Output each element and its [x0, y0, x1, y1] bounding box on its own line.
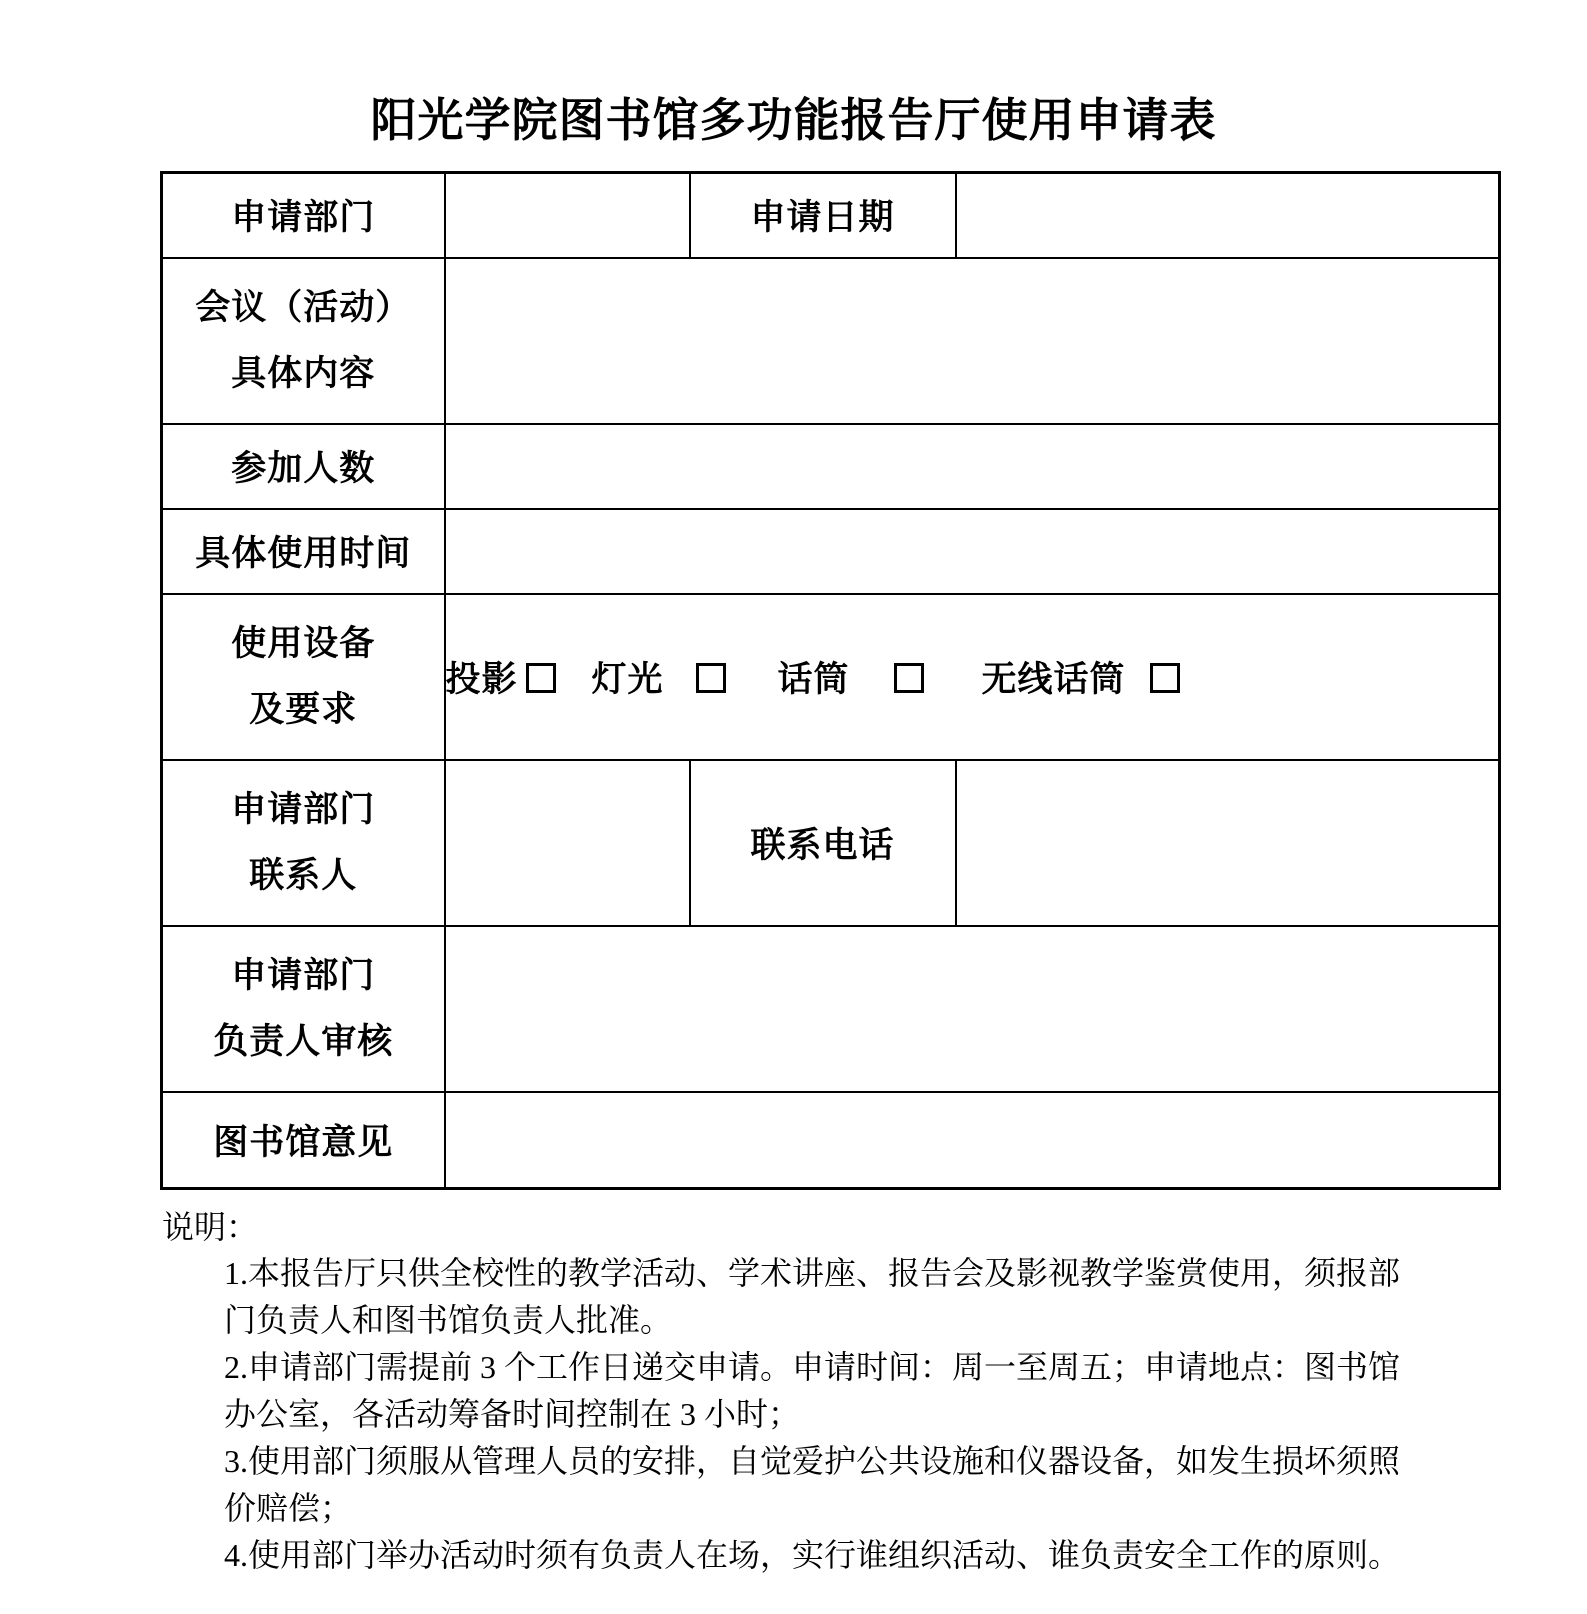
head-review-label-line2: 负责人审核: [213, 1022, 394, 1062]
head-review-label-line1: 申请部门: [231, 955, 376, 995]
library-opinion-value-cell[interactable]: [445, 1092, 1500, 1189]
equipment-option-wireless-microphone: [982, 652, 1180, 702]
table-row-apply-department: [162, 172, 1500, 258]
meeting-content-label-line1: 会议（活动）: [195, 287, 412, 327]
equipment-options-cell[interactable]: [445, 594, 1500, 760]
table-row-participants: [162, 424, 1500, 509]
contact-person-label-line2: 联系人: [249, 856, 358, 896]
equipment-option-label: 无线话筒: [981, 659, 1126, 699]
contact-person-label: [162, 760, 445, 926]
participants-value-cell[interactable]: [445, 424, 1500, 509]
library-opinion-label: 图书馆意见: [162, 1092, 445, 1189]
usage-time-label: 具体使用时间: [162, 509, 445, 594]
contact-phone-value-cell[interactable]: [956, 760, 1500, 926]
table-row-usage-time: [162, 509, 1500, 594]
note-line: 4.使用部门举办活动时须有负责人在场，实行谁组织活动、谁负责安全工作的原则。: [224, 1536, 1401, 1573]
note-line: 3.使用部门须服从管理人员的安排，自觉爱护公共设施和仪器设备，如发生损坏须照: [224, 1442, 1401, 1479]
lighting-checkbox[interactable]: [696, 663, 726, 693]
apply-department-label: 申请部门: [162, 172, 445, 258]
note-line: 价赔偿；: [224, 1489, 353, 1526]
note-line: 1.本报告厅只供全校性的教学活动、学术讲座、报告会及影视教学鉴赏使用，须报部: [224, 1254, 1401, 1291]
equipment-label: [162, 594, 445, 760]
head-review-value-cell[interactable]: [445, 926, 1500, 1092]
participants-label: 参加人数: [162, 424, 445, 509]
table-row-head-review: [162, 926, 1500, 1092]
usage-time-value-cell[interactable]: [445, 509, 1500, 594]
apply-date-value-cell[interactable]: [956, 172, 1500, 258]
equipment-label-line2: 及要求: [249, 690, 358, 730]
note-line: 办公室，各活动筹备时间控制在 3 小时；: [224, 1395, 801, 1432]
meeting-content-value-cell[interactable]: [445, 258, 1500, 424]
table-row-meeting-content: [162, 258, 1500, 424]
equipment-option-label: 灯光: [591, 659, 664, 699]
wireless-microphone-checkbox[interactable]: [1150, 663, 1180, 693]
apply-date-label: 申请日期: [690, 172, 956, 258]
meeting-content-label-line2: 具体内容: [231, 354, 376, 394]
apply-department-value-cell[interactable]: [445, 172, 690, 258]
microphone-checkbox[interactable]: [894, 663, 924, 693]
meeting-content-label: [162, 258, 445, 424]
notes-heading: 说明：: [162, 1208, 259, 1245]
equipment-label-line1: 使用设备: [231, 623, 376, 663]
equipment-option-label: 话筒: [777, 659, 850, 699]
equipment-option-label: 投影: [445, 659, 518, 699]
projector-checkbox[interactable]: [526, 663, 556, 693]
table-row-library-opinion: [162, 1092, 1500, 1189]
note-line: 2.申请部门需提前 3 个工作日递交申请。申请时间：周一至周五；申请地点：图书馆: [224, 1348, 1401, 1385]
notes-section: [162, 1204, 1587, 1579]
table-row-equipment: [162, 594, 1500, 760]
note-line: 门负责人和图书馆负责人批准。: [224, 1301, 673, 1338]
application-form-table: [160, 171, 1501, 1190]
page-title: 阳光学院图书馆多功能报告厅使用申请表: [370, 95, 1217, 146]
contact-person-value-cell[interactable]: [445, 760, 690, 926]
head-review-label: [162, 926, 445, 1092]
equipment-option-lighting: [592, 652, 726, 702]
equipment-option-projector: [446, 652, 556, 702]
equipment-option-microphone: [778, 652, 924, 702]
contact-phone-label: 联系电话: [690, 760, 956, 926]
table-row-contact: [162, 760, 1500, 926]
contact-person-label-line1: 申请部门: [231, 789, 376, 829]
notes-body: [162, 1250, 1587, 1579]
